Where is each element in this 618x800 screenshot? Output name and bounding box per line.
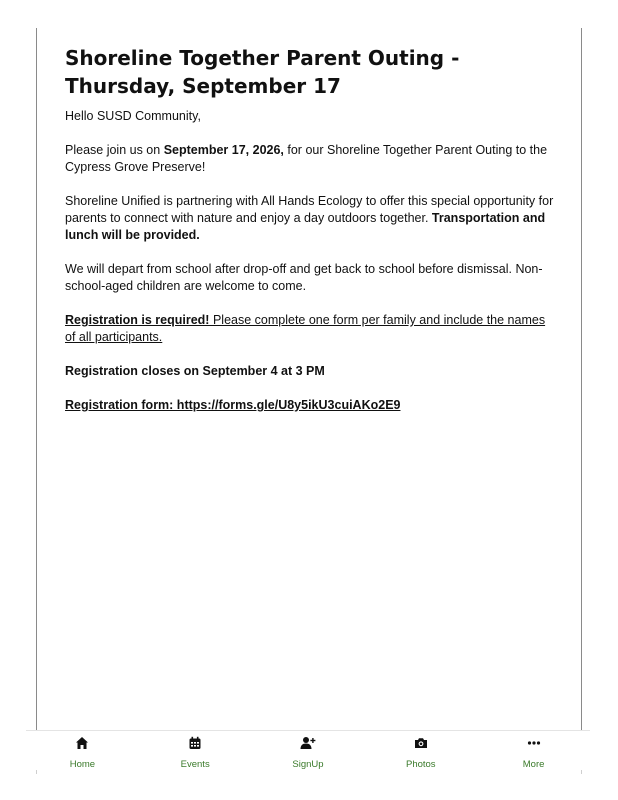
camera-icon (376, 736, 466, 752)
greeting: Hello SUSD Community, (65, 109, 201, 123)
page-title: Shoreline Together Parent Outing - Thursday, September 17 (65, 46, 460, 98)
article (65, 44, 555, 431)
nav-more[interactable] (489, 731, 579, 772)
nav-events-label: Events (180, 759, 210, 770)
invitation-lead: Please join us on (65, 143, 164, 157)
frame-tick-right (581, 770, 582, 774)
nav-signup[interactable] (263, 731, 353, 772)
registration-instructions: Please complete one form per family and include the names of all participants. (65, 313, 546, 344)
frame-tick-left (36, 770, 37, 774)
nav-more-label: More (522, 759, 545, 770)
add-user-icon (263, 736, 353, 752)
partnership-text: Shoreline Unified is partnering with All Hands Ecology to offer this special opportunity for parents to connect with nature and enjoy a day outdoors together. (65, 194, 554, 225)
home-icon (37, 736, 127, 752)
paragraph-registration-required (65, 312, 555, 346)
nav-photos[interactable] (376, 731, 466, 772)
paragraph-schedule: We will depart from school after drop-off and get back to school before dismissal. Non-school-aged children are welcome to come. (65, 262, 543, 293)
registration-deadline: Registration closes on September 4 at 3 PM (65, 364, 325, 378)
registration-form-link[interactable]: Registration form: https://forms.gle/U8y5ikU3cuiAKo2E9 (65, 398, 401, 412)
bottom-nav (26, 730, 590, 773)
registration-required-label: Registration is required! (65, 313, 210, 327)
calendar-icon (150, 736, 240, 752)
paragraph-invitation (65, 142, 555, 176)
nav-events[interactable] (150, 731, 240, 772)
more-dots-icon (489, 736, 579, 752)
paragraph-partnership (65, 193, 555, 244)
nav-home[interactable] (37, 731, 127, 772)
invitation-rest: for our Shoreline Together Parent Outing to the Cypress Grove Preserve! (65, 143, 548, 174)
nav-home-label: Home (69, 759, 96, 770)
event-date: September 17, 2026, (163, 143, 284, 157)
transportation-note: Transportation and lunch will be provided. (65, 211, 546, 242)
nav-photos-label: Photos (405, 759, 436, 770)
nav-signup-label: SignUp (292, 759, 324, 770)
